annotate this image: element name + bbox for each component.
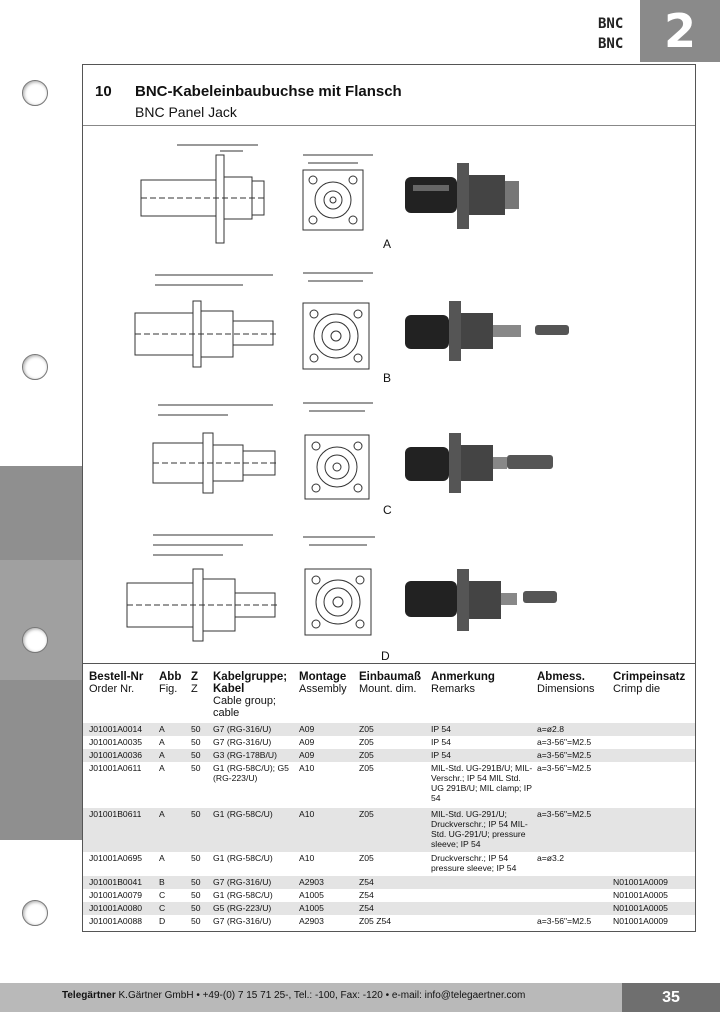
page-number: 35 [622,983,720,1012]
table-row: J01001A0695 A 50 G1 (RG-58C/U) A10 Z05 Druckverschr.; IP 54 pressure sleeve; IP 54 a=ø3.2 [89,853,564,873]
footer-contact: Telegärtner K.Gärtner GmbH • +49-(0) 7 15 71 25-, Tel.: -100, Fax: -120 • e-mail: info@telegaertner.com [62,990,526,1001]
drawing-d-side [127,535,278,641]
photo-b [405,301,569,361]
binder-hole [22,354,48,380]
col-header-cable: Kabelgruppe; Kabel Cable group; cable [213,671,288,719]
table-row: J01001A0080 C 50 G5 (RG-223/U) A1005 Z54 N01001A0005 [83,902,695,915]
col-header-dimensions: Abmess. Dimensions [537,671,595,695]
header-tag-bottom: BNC [598,36,624,52]
figure-label-a: A [383,237,392,251]
drawing-a-front [303,155,373,230]
col-header-assembly: Montage Assembly [299,671,347,695]
photo-a [405,163,519,229]
binder-hole [22,900,48,926]
section-number: 10 [95,83,112,100]
drawing-c-front [303,403,373,499]
table-row: J01001B0041 B 50 G7 (RG-316/U) A2903 Z54 N01001A0009 [83,876,695,889]
product-panel [82,64,696,932]
col-header-fig: Abb Fig. [159,671,182,695]
table-row: J01001A0079 C 50 G1 (RG-58C/U) A1005 Z54 N01001A0005 [89,890,668,900]
drawing-c-side [153,405,278,493]
photo-d [405,569,557,631]
drawing-d-front [303,537,375,635]
header-tag-top: BNC [598,16,624,32]
table-row: J01001A0611 A 50 G1 (RG-58C/U); G5 (RG-223/U) A10 Z05 MIL-Std. UG-291B/U; MIL-Verschr.; IP 54 MIL Std. UG 291B/U; MIL clamp; IP 54 a=3-56"=M2.5 [89,763,592,803]
technical-drawings [83,125,695,665]
col-header-remarks: Anmerkung Remarks [431,671,495,695]
figure-label-b: B [383,371,392,385]
col-header-order: Bestell-Nr Order Nr. [89,671,144,695]
binder-hole [22,627,48,653]
side-gray-block-light [0,560,82,680]
drawing-a-side [141,145,264,243]
drawing-b-front [303,273,373,369]
col-header-z: Z Z [191,671,199,695]
figure-label-d: D [381,649,390,663]
photo-c [405,433,553,493]
section-subtitle: BNC Panel Jack [135,104,237,120]
figure-label-c: C [383,503,392,517]
binder-hole [22,80,48,106]
chapter-tab: 2 [640,0,720,62]
col-header-mount: Einbaumaß Mount. dim. [359,671,421,695]
table-row: J01001A0014 A 50 G7 (RG-316/U) A09 Z05 IP 54 a=ø2.8 [83,723,695,736]
table-row: J01001A0088 D 50 G7 (RG-316/U) A2903 Z05 Z54 a=3-56"=M2.5 N01001A0009 [89,916,668,926]
drawing-b-side [135,275,278,367]
table-row: J01001B0611 A 50 G1 (RG-58C/U) A10 Z05 MIL-Std. UG-291/U; Druckverschr.; IP 54 MIL-Std. UG-291/U; pressure sleeve; IP 54 a=3-56"=M2.5 [83,808,695,852]
table-row: J01001A0035 A 50 G7 (RG-316/U) A09 Z05 IP 54 a=3-56"=M2.5 [89,737,592,747]
section-title: BNC-Kabeleinbaubuchse mit Flansch [135,83,402,100]
table-row: J01001A0036 A 50 G3 (RG-178B/U) A09 Z05 IP 54 a=3-56"=M2.5 [83,749,695,762]
col-header-crimp: Crimpeinsatz Crimp die [613,671,686,695]
table-divider [83,663,695,664]
